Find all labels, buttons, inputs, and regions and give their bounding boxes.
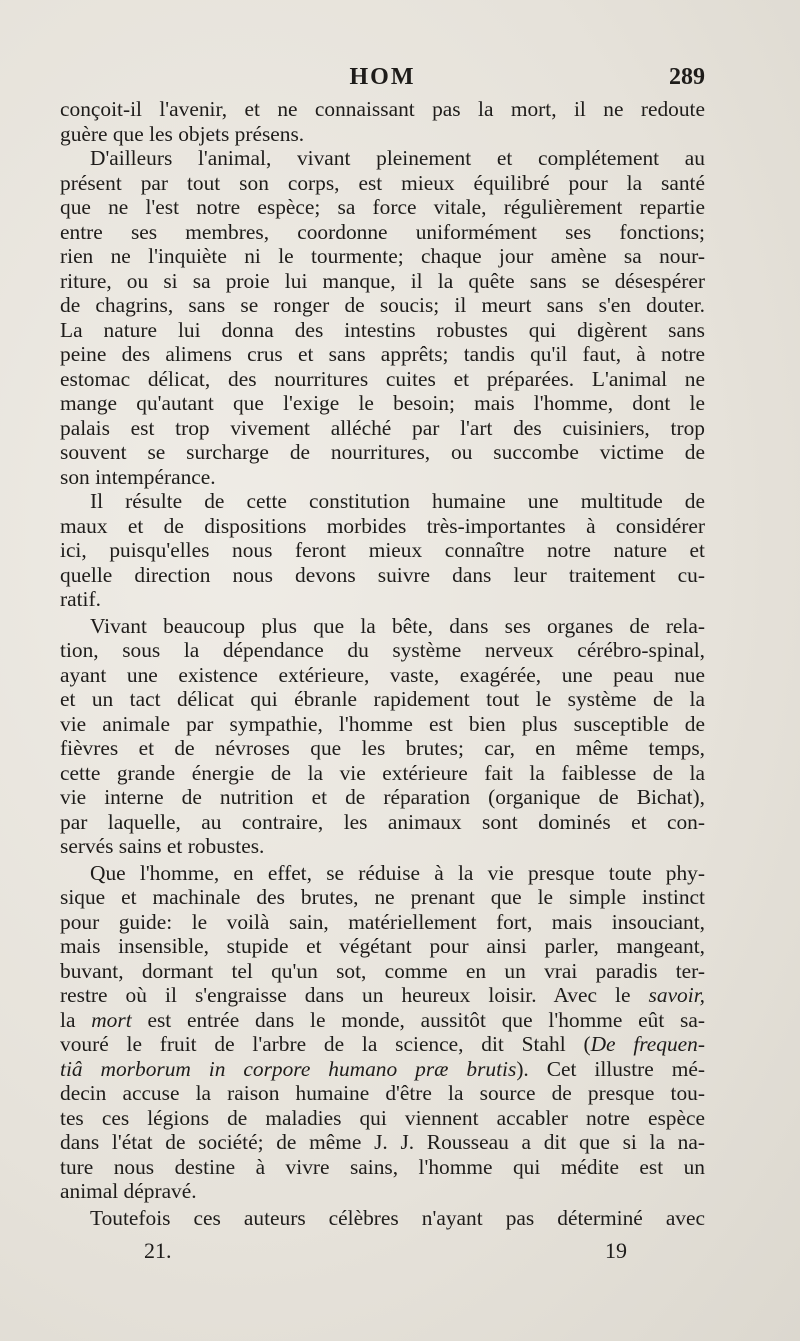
text-line <box>60 983 705 1008</box>
text-line: dans l'état de société; de même J. J. Rousseau a dit que si la na- <box>60 1130 705 1154</box>
text-line: animal dépravé. <box>60 1179 197 1203</box>
text-line: servés sains et robustes. <box>60 834 265 858</box>
text-line: tes ces légions de maladies qui viennent accabler notre espèce <box>60 1105 705 1130</box>
text-line: fièvres et de névroses que les brutes; car, en même temps, <box>60 736 705 760</box>
text-line: tion, sous la dépendance du système nerveux cérébro-spinal, <box>60 638 705 662</box>
text-line: ici, puisqu'elles nous feront mieux connaître notre nature et <box>60 538 705 562</box>
italic-word: mort <box>91 1007 132 1032</box>
text-line: maux et de dispositions morbides très-importantes à considérer <box>60 513 705 538</box>
text-line: buvant, dormant tel qu'un sot, comme en un vrai paradis ter- <box>60 958 705 983</box>
text-line: ture nous destine à vivre sains, l'homme qui médite est un <box>60 1154 705 1179</box>
sheet-number: 19 <box>605 1238 627 1263</box>
text-line: guère que les objets présens. <box>60 121 305 146</box>
body-text <box>60 97 705 1230</box>
text-line: présent par tout son corps, est mieux équilibré pour la santé <box>60 170 705 195</box>
text-line: pour guide: le voilà sain, matériellement fort, mais insouciant, <box>60 909 705 934</box>
text-line: vie interne de nutrition et de réparation (organique de Bichat), <box>60 785 705 809</box>
text-line: souvent se surcharge de nourritures, ou succombe victime de <box>60 440 705 464</box>
text-segment: restre où il s'engraisse dans un heureux loisir. Avec le <box>60 983 631 1007</box>
text-line: son intempérance. <box>60 464 216 489</box>
text-line: Vivant beaucoup plus que la bête, dans ses organes de rela- <box>90 613 705 638</box>
text-line: ayant une existence extérieure, vaste, exagérée, une peau nue <box>60 662 705 687</box>
running-head <box>60 64 705 98</box>
text-line: conçoit-il l'avenir, et ne connaissant pas la mort, il ne redoute <box>60 97 705 121</box>
page-footer <box>60 1238 705 1268</box>
text-line: ratif. <box>60 587 101 611</box>
text-line <box>60 1008 705 1033</box>
italic-word: savoir, <box>648 983 705 1007</box>
page-number: 289 <box>669 64 705 90</box>
italic-title: De frequen- <box>590 1032 705 1056</box>
text-line: de chagrins, sans se ronger de soucis; il meurt sans s'en douter. <box>60 293 705 317</box>
text-segment: ). Cet illustre mé- <box>516 1056 705 1081</box>
text-line: que ne l'est notre espèce; sa force vitale, régulièrement repartie <box>60 195 705 219</box>
text-segment: la <box>60 1007 76 1032</box>
italic-title: tiâ morborum in corpore humano præ brutis <box>60 1056 517 1081</box>
text-line: et un tact délicat qui ébranle rapidement tout le système de la <box>60 687 705 711</box>
text-line <box>60 1057 705 1082</box>
text-segment: est entrée dans le monde, aussitôt que l'homme eût sa- <box>147 1007 705 1032</box>
text-line: cette grande énergie de la vie extérieure fait la faiblesse de la <box>60 760 705 785</box>
text-line: Toutefois ces auteurs célèbres n'ayant pas déterminé avec <box>90 1205 705 1230</box>
text-line: estomac délicat, des nourritures cuites et préparées. L'animal ne <box>60 366 705 391</box>
signature-mark: 21. <box>144 1238 172 1263</box>
text-segment: vouré le fruit de l'arbre de la science, dit Stahl ( <box>60 1032 591 1056</box>
text-line: D'ailleurs l'animal, vivant pleinement et complétement au <box>90 146 705 170</box>
text-line: Que l'homme, en effet, se réduise à la vie presque toute phy- <box>90 860 705 885</box>
text-line: entre ses membres, coordonne uniformément ses fonctions; <box>60 219 705 244</box>
text-line: peine des alimens crus et sans apprêts; tandis qu'il faut, à notre <box>60 342 705 366</box>
text-line: par laquelle, au contraire, les animaux sont dominés et con- <box>60 809 705 834</box>
text-line: Il résulte de cette constitution humaine une multitude de <box>90 489 705 513</box>
text-line: mais insensible, stupide et végétant pour ainsi parler, mangeant, <box>60 934 705 958</box>
text-line: quelle direction nous devons suivre dans leur traitement cu- <box>60 562 705 587</box>
text-line: rien ne l'inquiète ni le tourmente; chaque jour amène sa nour- <box>60 244 705 268</box>
running-head-word: HOM <box>349 64 416 90</box>
text-line: palais est trop vivement alléché par l'art des cuisiniers, trop <box>60 415 705 440</box>
text-line <box>60 1032 705 1057</box>
text-line: mange qu'autant que l'exige le besoin; mais l'homme, dont le <box>60 391 705 415</box>
text-line: sique et machinale des brutes, ne prenant que le simple instinct <box>60 885 705 909</box>
text-line: riture, ou si sa proie lui manque, il la quête sans se désespérer <box>60 268 705 293</box>
text-line: decin accuse la raison humaine d'être la source de presque tou- <box>60 1081 705 1105</box>
text-line: vie animale par sympathie, l'homme est bien plus susceptible de <box>60 711 705 736</box>
text-line: La nature lui donna des intestins robustes qui digèrent sans <box>60 317 705 342</box>
